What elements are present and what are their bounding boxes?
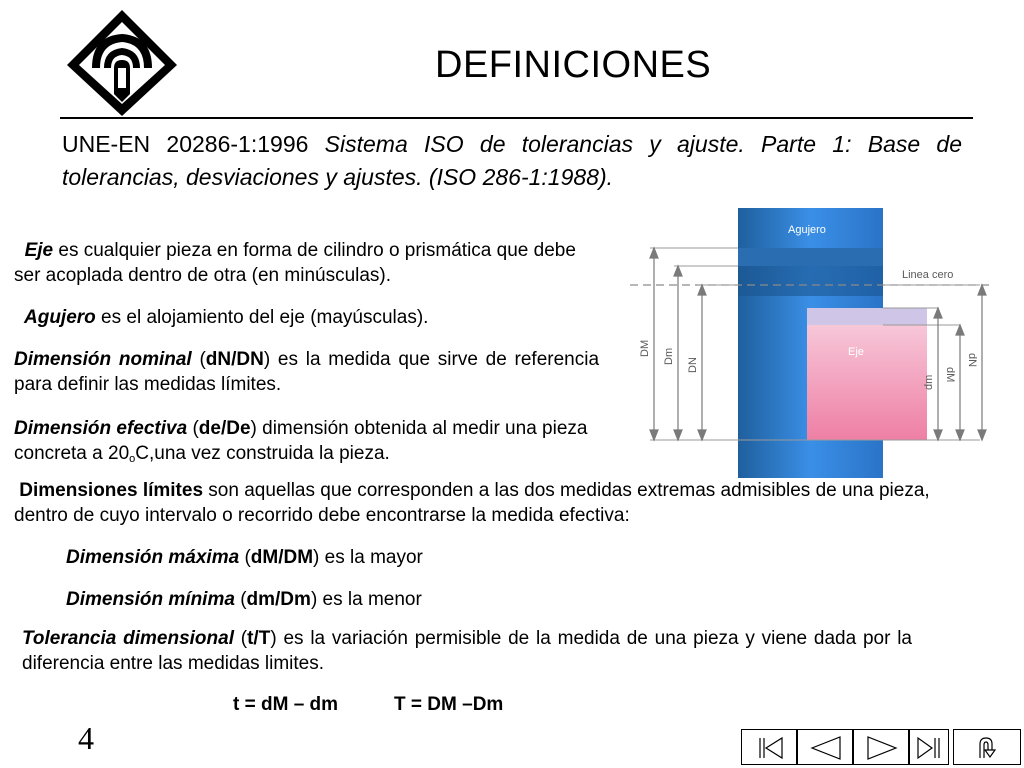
dim-label-Dm: Dm: [663, 347, 675, 365]
formula-hole: T = DM –Dm: [394, 694, 504, 715]
title-divider: [60, 117, 973, 119]
dim-label-DN: DN: [687, 357, 699, 373]
abbr-nominal: dN/DN: [205, 349, 264, 370]
definition-minima: [66, 587, 666, 612]
term-maxima: Dimensión máxima: [66, 547, 240, 568]
text-tolerancia: ) es la variación permisible de la medida de una pieza y viene dada por la diferencia entre las medidas limites.: [22, 628, 912, 674]
slide-navigation: [741, 729, 1021, 765]
text-efectiva-1: ) dimensión obtenida al medir una pieza concreta a 20: [14, 418, 588, 464]
dim-label-dM: dM: [944, 367, 956, 383]
standard-reference: [62, 128, 962, 194]
term-minima: Dimensión mínima: [66, 589, 235, 610]
institution-logo: [62, 8, 182, 118]
definition-tolerancia: [22, 626, 912, 676]
tolerance-diagram: [630, 205, 1000, 480]
text-agujero: es el alojamiento del eje (mayúsculas).: [95, 307, 429, 328]
term-limites: Dimensiones límites: [19, 480, 204, 501]
last-icon: [910, 730, 950, 766]
text-efectiva-2: C,una vez construida la pieza.: [135, 443, 390, 464]
definition-limites: [14, 478, 974, 528]
text-eje: es cualquier pieza en forma de cilindro o prismática que debe ser acoplada dentro de otra (en minúsculas).: [14, 240, 576, 286]
agujero-label: Agujero: [788, 224, 826, 236]
prev-icon: [798, 730, 854, 766]
term-tolerancia: Tolerancia dimensional: [22, 628, 234, 649]
paren-open: (: [233, 628, 248, 649]
first-icon: [742, 730, 798, 766]
definition-maxima: [66, 545, 666, 570]
formula-shaft: t = dM – dm: [233, 694, 339, 715]
definition-agujero: [24, 305, 604, 330]
definition-eje: [14, 238, 604, 288]
paren-open: (: [187, 418, 199, 439]
term-eje: Eje: [24, 240, 54, 261]
paren-open: (: [191, 349, 206, 370]
text-maxima: ) es la mayor: [313, 547, 423, 568]
return-icon: [954, 730, 1022, 766]
eje-label: Eje: [848, 346, 864, 358]
text-nominal: ) es la medida que sirve de referencia para definir las medidas límites.: [14, 349, 600, 395]
tolerance-formulas: [233, 694, 503, 716]
text-minima: ) es la menor: [310, 589, 422, 610]
return-button[interactable]: [953, 729, 1021, 765]
definition-efectiva: [14, 416, 604, 466]
last-page-button[interactable]: [909, 729, 949, 765]
term-agujero: Agujero: [24, 307, 96, 328]
prev-page-button[interactable]: [797, 729, 853, 765]
shaft-body: [807, 325, 927, 440]
page-number: 4: [78, 720, 94, 756]
abbr-maxima: dM/DM: [250, 547, 314, 568]
first-page-button[interactable]: [741, 729, 797, 765]
dim-label-DM: DM: [639, 339, 651, 357]
degree-sup: o: [129, 453, 136, 465]
next-icon: [854, 730, 910, 766]
term-nominal: Dimensión nominal: [14, 349, 192, 370]
abbr-efectiva: de/De: [198, 418, 251, 439]
hole-shaded-band: [738, 266, 883, 296]
definition-nominal: [14, 347, 599, 397]
standard-title: Sistema ISO de tolerancias y ajuste. Parte 1: Base de tolerancias, desviaciones y ajustes. (ISO 286-1:1988).: [62, 131, 962, 190]
next-page-button[interactable]: [853, 729, 909, 765]
standard-code: UNE-EN 20286-1:1996: [62, 131, 309, 157]
paren-open: (: [239, 547, 251, 568]
abbr-tolerancia: t/T: [247, 628, 271, 649]
shaft-tolerance-zone: [807, 308, 927, 325]
dim-label-dm: dm: [923, 374, 935, 390]
abbr-minima: dm/Dm: [246, 589, 311, 610]
page-title: DEFINICIONES: [435, 44, 712, 86]
paren-open: (: [234, 589, 247, 610]
term-efectiva: Dimensión efectiva: [14, 418, 188, 439]
dim-label-dN: dN: [966, 353, 978, 368]
text-limites: son aquellas que corresponden a las dos medidas extremas admisibles de una pieza, dentro de cuyo intervalo o recorrido debe encontrarse la medida efectiva:: [14, 480, 930, 526]
linea-cero-label: Linea cero: [902, 269, 954, 281]
hole-tolerance-zone: [738, 248, 883, 266]
